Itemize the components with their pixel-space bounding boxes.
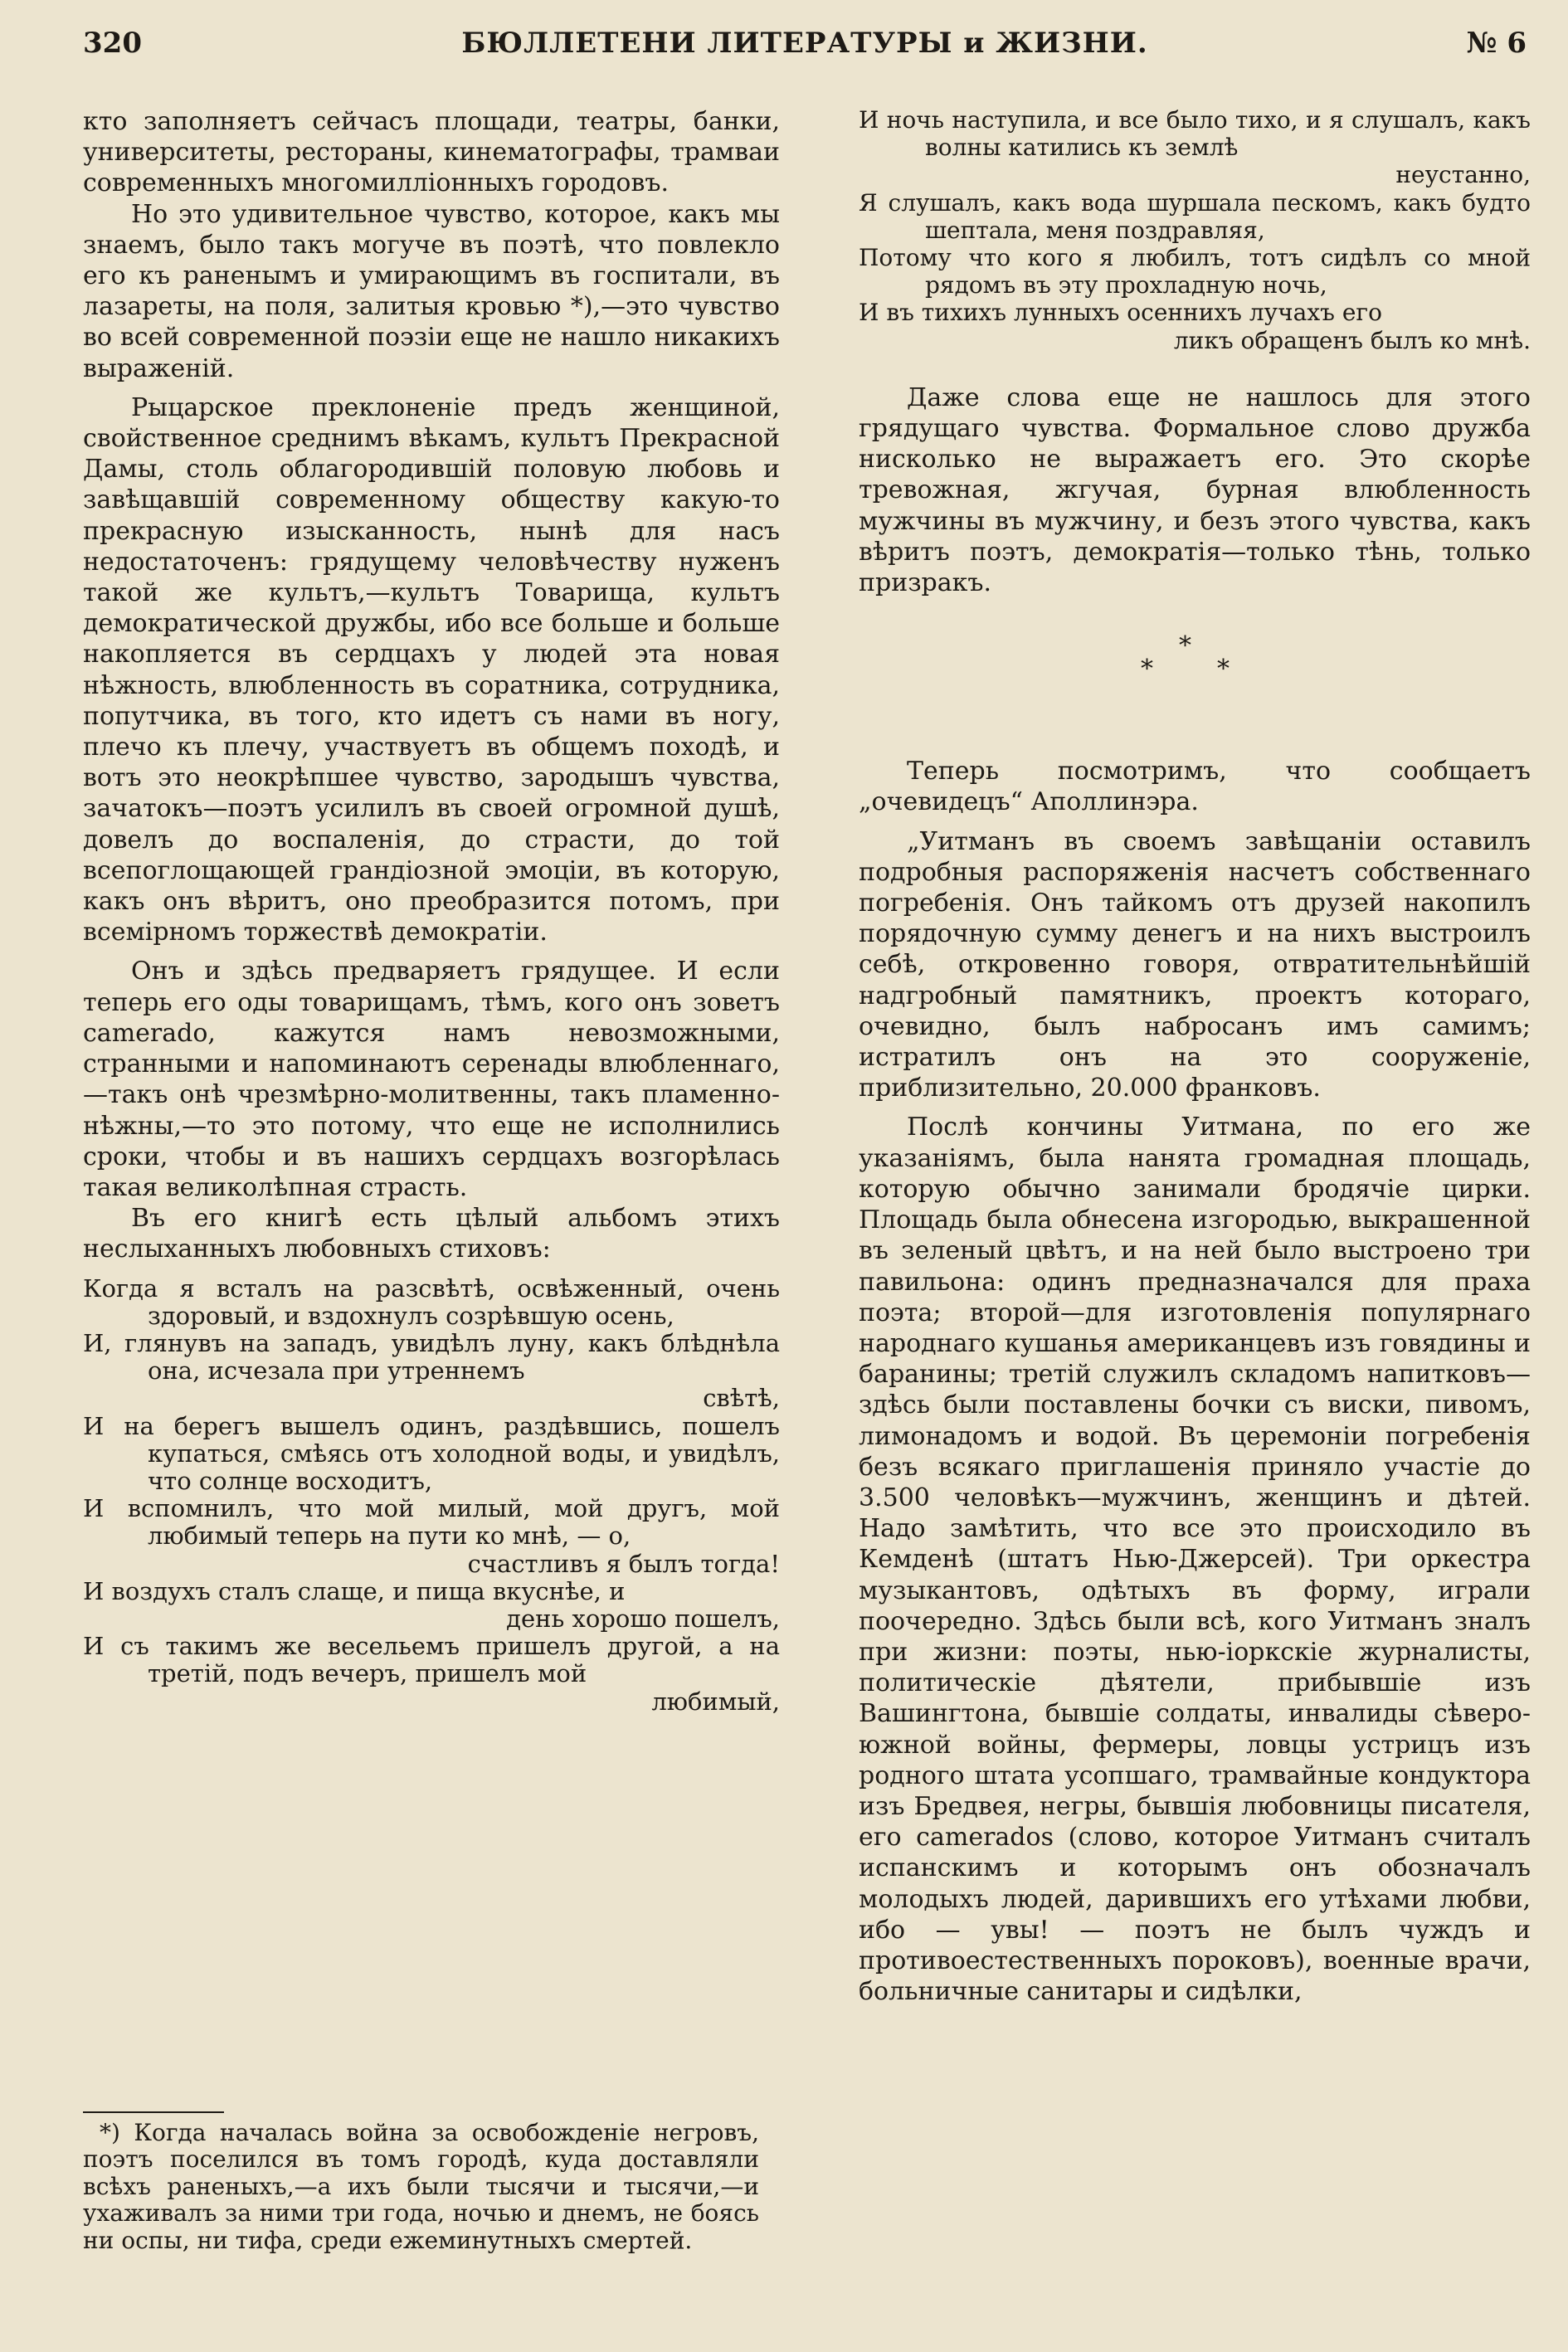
poem-stanza <box>83 1275 780 1716</box>
asterisk: * <box>1141 655 1153 684</box>
left-column <box>83 106 780 1716</box>
poem-line: Я слушалъ, какъ вода шуршала пескомъ, какъ будто шептала, меня поздравляя, <box>859 188 1531 244</box>
poem-line: И ночь наступила, и все было тихо, и я слушалъ, какъ волны катились къ землѣ неустанно, <box>859 106 1531 189</box>
poem-line: И въ тихихъ лунныхъ осеннихъ лучахъ его ликъ обращенъ былъ ко мнѣ. <box>859 299 1531 354</box>
poem-line: И воздухъ сталъ слаще, и пища вкуснѣе, и день хорошо пошелъ, <box>83 1576 780 1633</box>
paragraph: кто заполняетъ сейчасъ площади, театры, банки, университеты, рестораны, кинематографы, трамваи современныхъ многомилліонныхъ городовъ. <box>83 107 780 198</box>
paragraph: Въ его книгѣ есть цѣлый альбомъ этихъ неслыханныхъ любовныхъ стиховъ: <box>83 1204 780 1264</box>
right-column <box>859 106 1531 2007</box>
page-number: 320 <box>83 27 142 60</box>
asterisk: * <box>1217 655 1230 684</box>
poem-line: И, глянувъ на западъ, увидѣлъ луну, какъ блѣднѣла она, исчезала при утреннемъ свѣтѣ, <box>83 1328 780 1413</box>
poem-line: И съ такимъ же весельемъ пришелъ другой, а на третій, подъ вечеръ, пришелъ мой любимый, <box>83 1632 780 1716</box>
paragraph: „Уитманъ въ своемъ завѣщаніи оставилъ подробныя распоряженія насчетъ собственнаго погребенія. Онъ тайкомъ отъ друзей накопилъ порядочную сумму денегъ и на нихъ выстроилъ себѣ, откровенно говоря, отвратительнѣйшій надгробный памятникъ, проектъ котораго, очевидно, былъ набросанъ имъ самимъ; истратилъ онъ на это сооруженіе, приблизительно, 20.000 франковъ. <box>859 826 1531 1103</box>
poem-line: И на берегъ вышелъ одинъ, раздѣвшись, пошелъ купаться, смѣясь отъ холодной воды, и увидѣлъ, что солнце восходитъ, <box>83 1411 780 1495</box>
paragraph: Послѣ кончины Уитмана, по его же указаніямъ, была нанята громадная площадь, которую обычно занимали бродячіе цирки. Площадь была обнесена изгородью, выкрашенной въ зеленый цвѣтъ, и на ней было выстроено три павильона: одинъ предназначался для праха поэта; второй—для изготовленія популярнаго народнаго кушанья американцевъ изъ говядины и баранины; третій служилъ складомъ напитковъ—здѣсь были поставлены бочки съ виски, пивомъ, лимонадомъ и водой. Въ церемоніи погребенія безъ всякаго приглашенія приняло участіе до 3.500 человѣкъ—мужчинъ, женщинъ и дѣтей. Надо замѣтить, что все это происходило въ Кемденѣ (штатъ Нью-Джерсей). Три оркестра музыкантовъ, одѣтыхъ въ форму, играли поочередно. Здѣсь были всѣ, кого Уитманъ зналъ при жизни: поэты, нью-іоркскіе журналисты, политическіе дѣятели, прибывшіе изъ Вашингтона, бывшіе солдаты, инвалиды сѣверо-южной войны, фермеры, ловцы устрицъ изъ родного штата усопшаго, трамвайные кондуктора изъ Бредвея, негры, бывшія любовницы писателя, его camerados (слово, которое Уитманъ считалъ испанскимъ и которымъ онъ обозначалъ молодыхъ людей, дарившихъ его утѣхами любви, ибо — увы! — поэтъ не былъ чуждъ и противоестественныхъ пороковъ), военные врачи, больничные санитары и сидѣлки, <box>859 1113 1531 2007</box>
paragraph: Но это удивительное чувство, которое, какъ мы знаемъ, было такъ могуче въ поэтѣ, что повлекло его къ раненымъ и умирающимъ въ госпитали, въ лазареты, на поля, залитыя кровью *),—это чувство во всей современной поэзіи еще не нашло никакихъ выраженій. <box>83 199 780 383</box>
poem-line: Потому что кого я любилъ, тотъ сидѣлъ со мной рядомъ въ эту прохладную ночь, <box>859 244 1531 299</box>
section-separator <box>859 598 1531 756</box>
poem-line: Когда я всталъ на разсвѣтѣ, освѣженный, очень здоровый, и вздохнулъ созрѣвшую осень, <box>83 1273 780 1330</box>
paragraph: Онъ и здѣсь предваряетъ грядущее. И если теперь его оды товарищамъ, тѣмъ, кого онъ зоветъ camerado, кажутся намъ невозможными, странными и напоминаютъ серенады влюбленнаго,—такъ онѣ чрезмѣрно-молитвенны, такъ пламенно-нѣжны,—то это потому, что еще не исполнились сроки, чтобы и въ нашихъ сердцахъ возгорѣлась такая великолѣпная страсть. <box>83 957 780 1202</box>
issue-number: № 6 <box>1466 27 1527 60</box>
poem-stanza <box>859 106 1531 354</box>
poem-line: И вспомнилъ, что мой милый, мой другъ, мой любимый теперь на пути ко мнѣ, — о, счастливъ я былъ тогда! <box>83 1494 780 1578</box>
journal-title: БЮЛЛЕТЕНИ ЛИТЕРАТУРЫ и ЖИЗНИ. <box>461 27 1148 60</box>
asterisk: * <box>1179 631 1191 661</box>
running-header <box>83 27 1527 68</box>
paragraph: Теперь посмотримъ, что сообщаетъ „очевидецъ“ Аполлинэра. <box>859 757 1531 817</box>
paragraph: Рыцарское преклоненіе предъ женщиной, свойственное среднимъ вѣкамъ, культъ Прекрасной Дамы, столь облагородившій половую любовь и завѣщавшій современному обществу какую-то прекрасную изысканность, нынѣ для насъ недостаточенъ: грядущему человѣчеству нуженъ такой же культъ,—культъ Товарища, культъ демократической дружбы, ибо все больше и больше накопляется въ сердцахъ у людей эта новая нѣжность, влюбленность въ соратника, сотрудника, попутчика, въ того, кто идетъ съ нами въ ногу, плечо къ плечу, участвуетъ въ общемъ походѣ, и вотъ это неокрѣпшее чувство, зародышъ чувства, зачатокъ—поэтъ усилилъ въ своей огромной душѣ, довелъ до воспаленія, до страсти, до той всепоглощающей грандіозной эмоціи, въ которую, какъ онъ вѣритъ, оно преобразится потомъ, при всемірномъ торжествѣ демократіи. <box>83 392 780 947</box>
paragraph: Даже слова еще не нашлось для этого грядущаго чувства. Формальное слово дружба нисколько не выражаетъ его. Это скорѣе тревожная, жгучая, бурная влюбленность мужчины въ мужчину, и безъ этого чувства, какъ вѣритъ поэтъ, демократія—только тѣнь, только призракъ. <box>859 382 1531 598</box>
footnote: *) Когда началась война за освобожденіе негровъ, поэтъ поселился въ томъ городѣ, куда доставляли всѣхъ раненыхъ,—а ихъ были тысячи и тысячи,—и ухаживалъ за ними три года, ночью и днемъ, не боясь ни оспы, ни тифа, среди ежеминутныхъ смертей. <box>83 2119 759 2254</box>
footnote-rule <box>83 2111 224 2113</box>
